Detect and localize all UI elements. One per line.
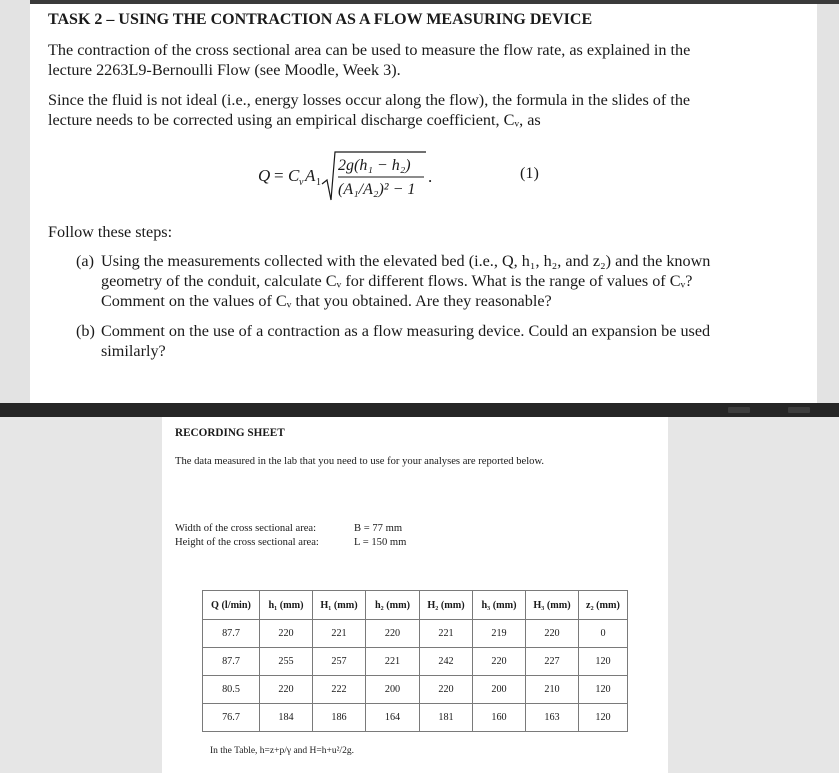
table-cell: 227 [526, 648, 579, 676]
measurement-table [202, 590, 628, 732]
table-cell: 221 [366, 648, 420, 676]
column-header: H₂ (mm) [420, 591, 473, 620]
recording-sheet-title: RECORDING SHEET [175, 427, 285, 439]
table-cell: 220 [260, 676, 313, 704]
height-value: L = 150 mm [354, 537, 407, 548]
table-cell: 200 [366, 676, 420, 704]
column-header: H₁ (mm) [313, 591, 366, 620]
table-cell: 221 [313, 620, 366, 648]
width-label: Width of the cross sectional area: [175, 523, 317, 534]
table-cell: 219 [473, 620, 526, 648]
height-label: Height of the cross sectional area: [175, 537, 319, 548]
table-cell: 242 [420, 648, 473, 676]
table-cell: 120 [579, 676, 628, 704]
table-header-row [203, 591, 628, 620]
table-row [203, 620, 628, 648]
table-cell: 222 [313, 676, 366, 704]
formula-c: C [288, 166, 300, 185]
divider-handle[interactable] [788, 407, 810, 413]
table-cell: 184 [260, 704, 313, 732]
table-cell: 0 [579, 620, 628, 648]
formula-dot: . [428, 167, 433, 186]
table-cell: 220 [420, 676, 473, 704]
table-cell: 220 [526, 620, 579, 648]
column-header: Q (l/min) [203, 591, 260, 620]
table-cell: 255 [260, 648, 313, 676]
steps-heading: Follow these steps: [48, 223, 173, 241]
table-footnote: In the Table, h=z+p/γ and H=h+u²/2g. [210, 746, 354, 756]
table-cell: 200 [473, 676, 526, 704]
formula-c-sub: v [299, 177, 304, 188]
formula-numerator: 2g(h₁ − h₂) [338, 157, 411, 174]
recording-intro: The data measured in the lab that you need to use for your analyses are reported below. [175, 456, 545, 467]
table-cell: 220 [366, 620, 420, 648]
table-cell: 181 [420, 704, 473, 732]
step-b-label: (b) [76, 322, 95, 340]
formula-q: Q [258, 166, 271, 185]
para2-line-2: lecture needs to be corrected using an empirical discharge coefficient, Cᵥ, as [48, 111, 541, 129]
table-cell: 186 [313, 704, 366, 732]
formula-denominator: (A₁/A₂)² − 1 [338, 181, 416, 198]
table-cell: 80.5 [203, 676, 260, 704]
column-header: h₃ (mm) [473, 591, 526, 620]
step-b-line-2: similarly? [101, 342, 166, 360]
table-cell: 87.7 [203, 648, 260, 676]
intro-line-1: The contraction of the cross sectional area can be used to measure the flow rate, as explained in the [48, 41, 691, 59]
step-a-line-2: geometry of the conduit, calculate Cᵥ for different flows. What is the range of values of Cᵥ? [101, 272, 693, 290]
intro-line-2: lecture 2263L9-Bernoulli Flow (see Moodle, Week 3). [48, 61, 401, 79]
table-row [203, 704, 628, 732]
discharge-formula [258, 150, 438, 202]
formula-a: A [305, 166, 316, 185]
table-cell: 220 [260, 620, 313, 648]
column-header: H₃ (mm) [526, 591, 579, 620]
column-header: h₂ (mm) [366, 591, 420, 620]
step-a-label: (a) [76, 252, 94, 270]
column-header: h₁ (mm) [260, 591, 313, 620]
table-cell: 120 [579, 648, 628, 676]
equation-number: (1) [520, 164, 539, 182]
viewer-divider [0, 403, 839, 417]
table-cell: 160 [473, 704, 526, 732]
column-header: z₂ (mm) [579, 591, 628, 620]
para2-line-1: Since the fluid is not ideal (i.e., energy losses occur along the flow), the formula in the slides of the [48, 91, 691, 109]
divider-handle[interactable] [728, 407, 750, 413]
table-cell: 120 [579, 704, 628, 732]
width-value: B = 77 mm [354, 523, 403, 534]
table-row [203, 648, 628, 676]
table-row [203, 676, 628, 704]
table-cell: 163 [526, 704, 579, 732]
step-a-line-3: Comment on the values of Cᵥ that you obtained. Are they reasonable? [101, 292, 552, 310]
table-cell: 220 [473, 648, 526, 676]
table-cell: 164 [366, 704, 420, 732]
table-cell: 210 [526, 676, 579, 704]
table-cell: 87.7 [203, 620, 260, 648]
formula-equals: = [274, 166, 284, 185]
step-a-line-1: Using the measurements collected with the elevated bed (i.e., Q, h₁, h₂, and z₂) and the known [101, 252, 711, 270]
table-cell: 221 [420, 620, 473, 648]
task-title: TASK 2 – USING THE CONTRACTION AS A FLOW MEASURING DEVICE [48, 11, 593, 28]
table-cell: 76.7 [203, 704, 260, 732]
table-cell: 257 [313, 648, 366, 676]
step-b-line-1: Comment on the use of a contraction as a flow measuring device. Could an expansion be used [101, 322, 711, 340]
top-border [30, 0, 839, 4]
formula-a-sub: 1 [316, 177, 321, 188]
